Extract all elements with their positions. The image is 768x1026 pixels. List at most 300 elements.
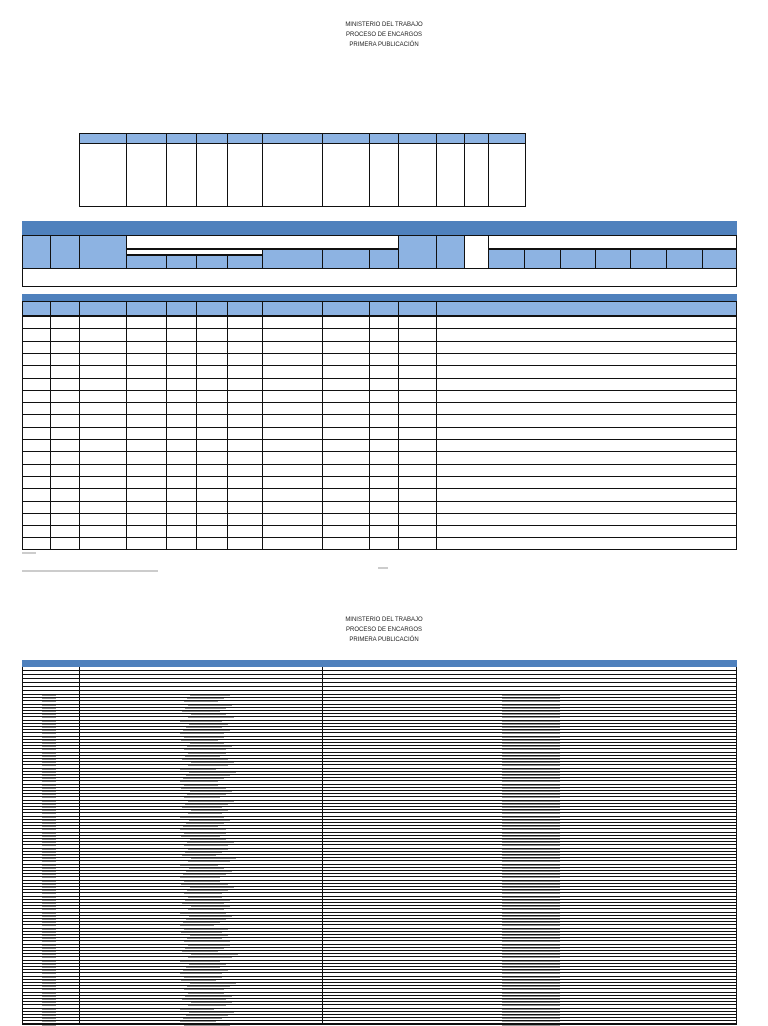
roster-name-mark [180, 721, 222, 722]
roster-id-mark [42, 836, 56, 837]
roster-name-mark [185, 948, 224, 949]
roster-name-mark [190, 935, 228, 936]
roster-id-mark [42, 913, 56, 914]
grid-row-divider [22, 464, 737, 465]
roster-name-mark [185, 852, 222, 853]
detail-hcell [50, 235, 80, 269]
roster-row-divider [22, 726, 737, 727]
roster-id-mark [42, 954, 56, 955]
roster-id-mark [42, 724, 56, 725]
roster-id-mark [42, 759, 56, 760]
roster-position-mark [502, 938, 560, 939]
roster-name-mark [183, 970, 228, 971]
roster-name-mark [181, 932, 222, 933]
roster-row-divider [22, 950, 737, 951]
grid-row-divider [22, 328, 737, 329]
roster-name-mark [186, 823, 224, 824]
roster-position-mark [502, 740, 560, 741]
roster-name-mark [180, 961, 220, 962]
summary-table [79, 133, 526, 207]
roster-row-divider [22, 956, 737, 957]
detail-hcell [398, 235, 437, 269]
roster-id-mark [42, 929, 56, 930]
roster-name-mark [191, 810, 228, 811]
roster-position-mark [502, 746, 560, 747]
roster-name-mark [180, 865, 218, 866]
roster-row-divider [22, 1020, 737, 1021]
roster-id-mark [42, 874, 56, 875]
roster-id-mark [42, 861, 56, 862]
roster-name-mark [184, 977, 222, 978]
detail-sub-hcell [227, 255, 263, 269]
roster-id-mark [42, 951, 56, 952]
roster-row-divider [22, 704, 737, 705]
roster-name-mark [183, 1018, 222, 1019]
roster-position-mark [502, 999, 560, 1000]
roster-position-mark [502, 996, 560, 997]
roster-id-mark [42, 737, 56, 738]
summary-col-divider [126, 133, 127, 207]
roster-row-divider [22, 816, 737, 817]
roster-position-mark [502, 1009, 560, 1010]
roster-position-mark [502, 1005, 560, 1006]
roster-id-mark [42, 941, 56, 942]
roster-row-divider [22, 864, 737, 865]
roster-name-mark [181, 740, 218, 741]
roster-id-mark [42, 714, 56, 715]
roster-position-mark [502, 881, 560, 882]
roster-id-mark [42, 1015, 56, 1016]
roster-row-divider [22, 771, 737, 772]
roster-position-mark [502, 714, 560, 715]
roster-row-divider [22, 697, 737, 698]
roster-row-divider [22, 976, 737, 977]
grid-row-divider [22, 439, 737, 440]
roster-position-mark [502, 967, 560, 968]
detail-hcell [436, 235, 465, 269]
roster-id-mark [42, 1018, 56, 1019]
roster-position-mark [502, 887, 560, 888]
roster-id-mark [42, 839, 56, 840]
roster-id-mark [42, 730, 56, 731]
roster-id-mark [42, 833, 56, 834]
roster-name-mark [189, 1012, 234, 1013]
roster-name-mark [191, 1002, 232, 1003]
roster-row-divider [22, 793, 737, 794]
roster-id-mark [42, 852, 56, 853]
roster-row-divider [22, 985, 737, 986]
roster-row-divider [22, 854, 737, 855]
roster-position-mark [502, 980, 560, 981]
roster-row-divider [22, 921, 737, 922]
grid-table [22, 316, 737, 550]
roster-row-divider [22, 674, 737, 675]
roster-position-mark [502, 989, 560, 990]
roster-id-mark [42, 925, 56, 926]
roster-name-mark [185, 996, 232, 997]
roster-position-mark [502, 906, 560, 907]
roster-row-divider [22, 960, 737, 961]
roster-name-mark [191, 762, 234, 763]
roster-name-mark [183, 874, 226, 875]
roster-name-mark [180, 829, 226, 830]
roster-row-divider [22, 1011, 737, 1012]
roster-row-divider [22, 889, 737, 890]
roster-name-mark [189, 724, 228, 725]
roster-name-mark [186, 871, 232, 872]
roster-name-mark [188, 765, 228, 766]
detail-hcell [464, 235, 489, 269]
detail-sub-hcell [666, 249, 703, 269]
roster-row-divider [22, 800, 737, 801]
roster-id-mark [42, 989, 56, 990]
roster-position-mark [502, 1015, 560, 1016]
detail-sub-hcell [369, 249, 399, 269]
roster-id-mark [42, 746, 56, 747]
roster-row-divider [22, 851, 737, 852]
roster-row-divider [22, 896, 737, 897]
roster-position-mark [502, 762, 560, 763]
roster-row-divider [22, 892, 737, 893]
roster-name-mark [182, 999, 226, 1000]
roster-row-divider [22, 761, 737, 762]
roster-row-divider [22, 720, 737, 721]
roster-id-mark [42, 762, 56, 763]
roster-row-divider [22, 848, 737, 849]
roster-position-mark [502, 820, 560, 821]
roster-position-mark [502, 961, 560, 962]
detail-sub-hcell [262, 249, 323, 269]
detail-sub-hcell [166, 255, 197, 269]
grid-row-divider [22, 365, 737, 366]
roster-row-divider [22, 729, 737, 730]
publication-title: PRIMERA PUBLICACIÓN [349, 42, 419, 48]
roster-position-mark [502, 823, 560, 824]
detail-hcell [79, 235, 127, 269]
roster-name-mark [182, 807, 222, 808]
roster-row-divider [22, 768, 737, 769]
roster-row-divider [22, 947, 737, 948]
roster-position-mark [502, 849, 560, 850]
roster-name-mark [181, 788, 226, 789]
roster-id-mark [42, 769, 56, 770]
roster-position-mark [502, 1021, 560, 1022]
roster-id-mark [42, 996, 56, 997]
roster-name-mark [181, 980, 216, 981]
summary-col-divider [436, 133, 437, 207]
roster-row-divider [22, 828, 737, 829]
roster-id-mark [42, 884, 56, 885]
summary-col-divider [322, 133, 323, 207]
roster-row-divider [22, 739, 737, 740]
roster-position-mark [502, 759, 560, 760]
roster-row-divider [22, 832, 737, 833]
roster-position-mark [502, 874, 560, 875]
roster-position-mark [502, 807, 560, 808]
roster-row-divider [22, 732, 737, 733]
roster-name-mark [190, 791, 232, 792]
grid-row-divider [22, 353, 737, 354]
roster-position-mark [502, 941, 560, 942]
roster-row-divider [22, 988, 737, 989]
roster-position-mark [502, 743, 560, 744]
roster-name-mark [184, 881, 220, 882]
roster-row-divider [22, 902, 737, 903]
summary-col-divider [227, 133, 228, 207]
roster-id-mark [42, 957, 56, 958]
roster-id-mark [42, 823, 56, 824]
roster-id-mark [42, 893, 56, 894]
roster-id-mark [42, 810, 56, 811]
roster-id-mark [42, 791, 56, 792]
detail-sub-hcell [524, 249, 561, 269]
roster-name-mark [183, 730, 230, 731]
grid-row-divider [22, 316, 737, 317]
roster-position-mark [502, 765, 560, 766]
roster-id-mark [42, 906, 56, 907]
roster-name-mark [180, 913, 226, 914]
roster-row-divider [22, 963, 737, 964]
roster-row-divider [22, 883, 737, 884]
detail-sub-hcell [702, 249, 737, 269]
roster-position-mark [502, 711, 560, 712]
roster-id-mark [42, 826, 56, 827]
roster-name-mark [184, 749, 226, 750]
roster-row-divider [22, 857, 737, 858]
roster-position-mark [502, 826, 560, 827]
roster-id-mark [42, 785, 56, 786]
roster-id-mark [42, 1021, 56, 1022]
roster-id-mark [42, 983, 56, 984]
roster-name-mark [183, 826, 218, 827]
roster-id-mark [42, 717, 56, 718]
roster-row-divider [22, 912, 737, 913]
roster-position-mark [502, 861, 560, 862]
roster-row-divider [22, 784, 737, 785]
roster-position-mark [502, 705, 560, 706]
roster-name-mark [186, 775, 230, 776]
roster-position-mark [502, 753, 560, 754]
roster-row-divider [22, 867, 737, 868]
roster-id-mark [42, 829, 56, 830]
detail-sub-hcell [560, 249, 596, 269]
roster-position-mark [502, 721, 560, 722]
roster-id-mark [42, 890, 56, 891]
roster-row-divider [22, 742, 737, 743]
grid-row-divider [22, 378, 737, 379]
grid-row-divider [22, 537, 737, 538]
roster-position-mark [502, 737, 560, 738]
roster-name-mark [186, 919, 226, 920]
roster-position-mark [502, 708, 560, 709]
roster-row-divider [22, 953, 737, 954]
publication-title-2: PRIMERA PUBLICACIÓN [349, 637, 419, 643]
roster-row-divider [22, 928, 737, 929]
detail-sub-hcell [196, 255, 228, 269]
roster-row-divider [22, 899, 737, 900]
roster-position-mark [502, 977, 560, 978]
roster-name-mark [189, 820, 230, 821]
roster-id-mark [42, 938, 56, 939]
roster-row-divider [22, 873, 737, 874]
roster-name-mark [184, 893, 222, 894]
roster-name-mark [187, 842, 234, 843]
roster-id-mark [42, 813, 56, 814]
roster-row-divider [22, 982, 737, 983]
roster-row-divider [22, 860, 737, 861]
roster-position-mark [502, 788, 560, 789]
roster-position-mark [502, 877, 560, 878]
roster-id-mark [42, 909, 56, 910]
roster-position-mark [502, 695, 560, 696]
roster-position-mark [502, 871, 560, 872]
roster-name-mark [180, 817, 224, 818]
roster-row-divider [22, 723, 737, 724]
roster-name-mark [188, 801, 234, 802]
roster-name-mark [184, 845, 228, 846]
roster-row-divider [22, 841, 737, 842]
roster-position-mark [502, 730, 560, 731]
summary-col-divider [464, 133, 465, 207]
roster-id-mark [42, 871, 56, 872]
roster-id-mark [42, 733, 56, 734]
roster-position-mark [502, 727, 560, 728]
roster-position-mark [502, 804, 560, 805]
roster-id-mark [42, 778, 56, 779]
roster-row-divider [22, 844, 737, 845]
summary-col-divider [488, 133, 489, 207]
roster-row-divider [22, 716, 737, 717]
roster-position-mark [502, 993, 560, 994]
roster-name-mark [180, 781, 218, 782]
roster-id-mark [42, 756, 56, 757]
roster-id-mark [42, 970, 56, 971]
roster-position-mark [502, 775, 560, 776]
roster-row-divider [22, 992, 737, 993]
roster-id-mark [42, 977, 56, 978]
roster-id-mark [42, 807, 56, 808]
roster-id-mark [42, 701, 56, 702]
detail-header-band [22, 221, 737, 235]
roster-name-mark [189, 964, 226, 965]
roster-row-divider [22, 969, 737, 970]
grid-row-divider [22, 414, 737, 415]
roster-position-mark [502, 855, 560, 856]
roster-id-mark [42, 705, 56, 706]
roster-id-mark [42, 772, 56, 773]
roster-band [22, 660, 737, 667]
roster-row-divider [22, 966, 737, 967]
roster-row-divider [22, 787, 737, 788]
roster-position-mark [502, 756, 560, 757]
roster-name-mark [191, 714, 226, 715]
roster-row-divider [22, 998, 737, 999]
roster-id-mark [42, 900, 56, 901]
roster-position-mark [502, 791, 560, 792]
roster-row-divider [22, 707, 737, 708]
roster-position-mark [502, 797, 560, 798]
roster-position-mark [502, 724, 560, 725]
roster-name-mark [186, 727, 222, 728]
roster-name-mark [182, 759, 228, 760]
roster-position-mark [502, 913, 560, 914]
roster-row-divider [22, 1001, 737, 1002]
grid-row-divider [22, 476, 737, 477]
roster-row-divider [22, 825, 737, 826]
roster-name-mark [187, 890, 228, 891]
roster-row-divider [22, 686, 737, 687]
roster-row-divider [22, 700, 737, 701]
roster-row-divider [22, 812, 737, 813]
roster-id-mark [42, 797, 56, 798]
roster-id-mark [42, 932, 56, 933]
roster-id-mark [42, 820, 56, 821]
roster-name-mark [189, 916, 232, 917]
roster-id-mark [42, 967, 56, 968]
grid-header-row [22, 301, 737, 316]
roster-row-divider [22, 774, 737, 775]
grid-row-divider [22, 501, 737, 502]
roster-position-mark [502, 970, 560, 971]
roster-name-mark [180, 925, 214, 926]
roster-name-mark [191, 858, 236, 859]
page2-header [0, 615, 768, 645]
summary-col-divider [369, 133, 370, 207]
roster-name-mark [190, 983, 236, 984]
roster-row-divider [22, 880, 737, 881]
roster-row-divider [22, 822, 737, 823]
roster-id-mark [42, 740, 56, 741]
roster-name-mark [181, 836, 220, 837]
roster-row-divider [22, 918, 737, 919]
roster-row-divider [22, 905, 737, 906]
roster-name-mark [188, 849, 228, 850]
roster-row-divider [22, 790, 737, 791]
roster-row-divider [22, 736, 737, 737]
grid-row-divider [22, 488, 737, 489]
roster-position-mark [502, 954, 560, 955]
roster-name-mark [187, 938, 222, 939]
grid-row-divider [22, 513, 737, 514]
roster-id-mark [42, 855, 56, 856]
roster-id-mark [42, 1009, 56, 1010]
roster-name-mark [184, 833, 226, 834]
roster-row-divider [22, 924, 737, 925]
roster-name-mark [190, 839, 226, 840]
roster-id-mark [42, 711, 56, 712]
roster-position-mark [502, 890, 560, 891]
roster-row-divider [22, 682, 737, 683]
roster-position-mark [502, 1002, 560, 1003]
roster-position-mark [502, 833, 560, 834]
roster-id-mark [42, 986, 56, 987]
ministry-title: MINISTERIO DEL TRABAJO [345, 22, 423, 28]
page-number-mark [378, 567, 388, 569]
summary-table-header [80, 134, 525, 144]
roster-name-mark [182, 951, 218, 952]
roster-row-divider [22, 780, 737, 781]
detail-group-hcell [488, 235, 737, 249]
detail-hcell [22, 235, 51, 269]
roster-id-mark [42, 842, 56, 843]
roster-row-divider [22, 819, 737, 820]
roster-name-mark [180, 1021, 216, 1022]
roster-name-mark [188, 1005, 226, 1006]
roster-name-mark [191, 906, 230, 907]
roster-id-mark [42, 903, 56, 904]
roster-name-mark [187, 794, 226, 795]
roster-id-mark [42, 749, 56, 750]
